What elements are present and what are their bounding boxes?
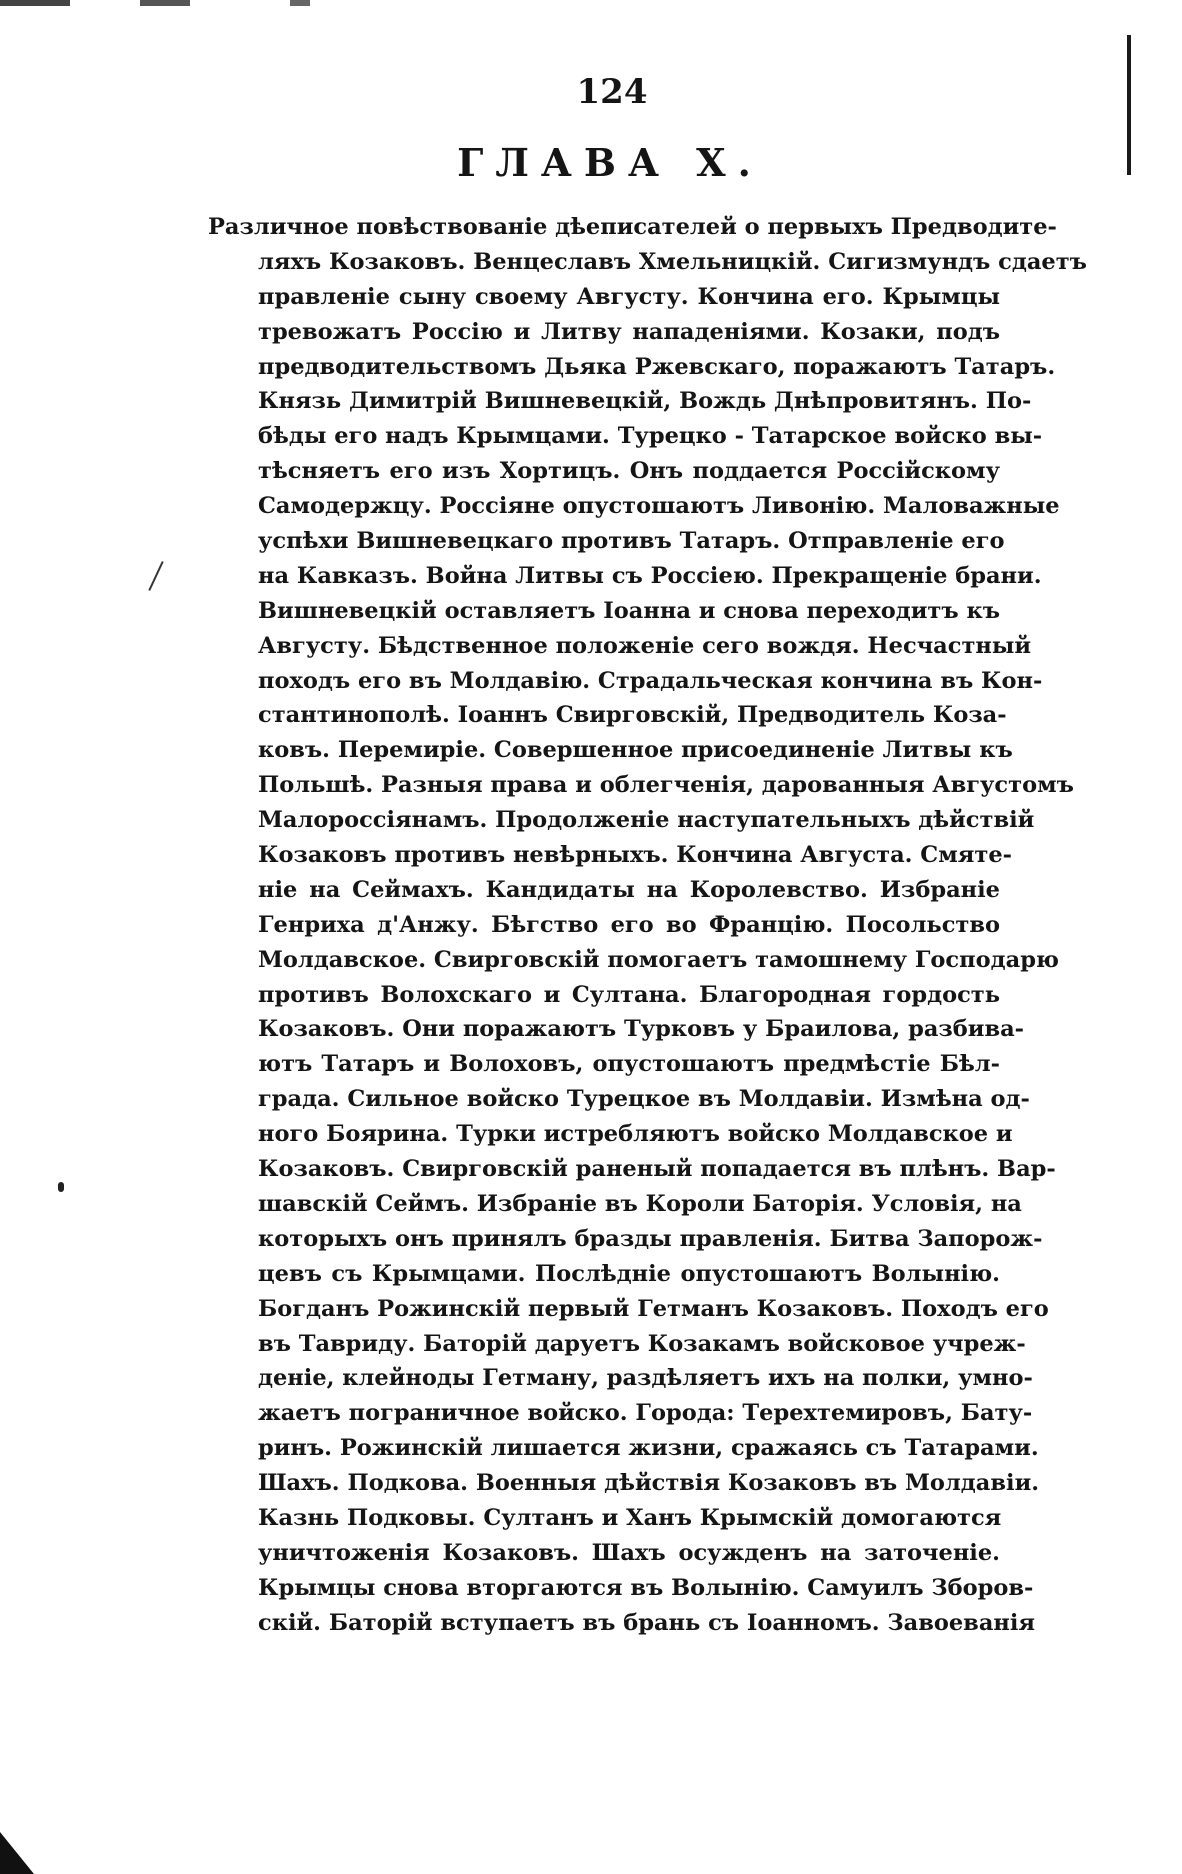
summary-line: Малороссіянамъ. Продолженіе наступательныхъ дѣйствій (258, 807, 1035, 834)
summary-line: Молдавское. Свирговскій помогаетъ тамошнему Господарю (258, 946, 1059, 973)
chapter-summary (208, 210, 1087, 1641)
summary-line: ляхъ Козаковъ. Венцеславъ Хмельницкій. Сигизмундъ сдаетъ (258, 248, 1087, 275)
scan-edge-mark (0, 0, 420, 6)
summary-line: деніе, клейноды Гетману, раздѣляетъ ихъ на полки, умно- (258, 1365, 1033, 1392)
margin-pencil-mark (148, 561, 163, 591)
summary-line: Шахъ. Подкова. Военныя дѣйствія Козаковъ въ Молдавіи. (258, 1470, 1040, 1497)
summary-line: стантинополѣ. Іоаннъ Свирговскій, Предводитель Коза- (258, 702, 1007, 729)
summary-line: Вишневецкій оставляетъ Іоанна и снова переходитъ къ (258, 597, 1000, 624)
summary-line: Богданъ Рожинскій первый Гетманъ Козаковъ. Походъ его (258, 1295, 1049, 1322)
summary-line: Генриха д'Анжу. Бѣгство его во Францію. Посольство (258, 911, 1000, 938)
summary-line: Козаковъ. Они поражаютъ Турковъ у Браилова, разбива- (258, 1016, 1024, 1043)
summary-line: жаетъ пограничное войско. Города: Терехтемировъ, Бату- (258, 1400, 1033, 1427)
summary-line: уничтоженія Козаковъ. Шахъ осужденъ на заточеніе. (258, 1539, 1000, 1566)
summary-line: Самодержцу. Россіяне опустошаютъ Ливонію. Маловажные (258, 493, 1060, 520)
summary-line: ного Боярина. Турки истребляютъ войско Молдавское и (258, 1121, 1013, 1148)
summary-line: Казнь Подковы. Султанъ и Ханъ Крымскій домогаются (258, 1504, 1002, 1531)
summary-line: Августу. Бѣдственное положеніе сего вождя. Несчастный (258, 632, 1032, 659)
summary-line: ковъ. Перемиріе. Совершенное присоединеніе Литвы къ (258, 737, 1013, 764)
summary-line: въ Тавриду. Баторій даруетъ Козакамъ войсковое учреж- (258, 1330, 1026, 1357)
page-number: 124 (576, 72, 648, 112)
summary-line: Различное повѣствованіе дѣеписателей о первыхъ Предводите- (208, 214, 1057, 240)
summary-line: шавскій Сеймъ. Избраніе въ Короли Баторія. Условія, на (258, 1190, 1022, 1217)
summary-line: правленіе сыну своему Августу. Кончина его. Крымцы (258, 283, 1000, 310)
summary-line: ютъ Татаръ и Волоховъ, опустошаютъ предмѣстіе Бѣл- (258, 1051, 1000, 1078)
chapter-title: ГЛАВА X. (457, 140, 763, 185)
scan-corner-mark (0, 1832, 34, 1874)
summary-line: успѣхи Вишневецкаго противъ Татаръ. Отправленіе его (258, 528, 1005, 555)
summary-line: Козаковъ. Свирговскій раненый попадается въ плѣнъ. Вар- (258, 1156, 1056, 1183)
margin-ink-dot (58, 1182, 64, 1192)
summary-line: на Кавказъ. Война Литвы съ Россіею. Прекращеніе брани. (258, 562, 1042, 589)
summary-line: Козаковъ противъ невѣрныхъ. Кончина Августа. Смяте- (258, 842, 1012, 869)
summary-line: бѣды его надъ Крымцами. Турецко - Татарское войско вы- (258, 423, 1043, 450)
summary-line: скій. Баторій вступаетъ въ брань съ Іоанномъ. Завоеванія (258, 1609, 1036, 1636)
summary-line: Крымцы снова вторгаются въ Волынію. Самуилъ Зборов- (258, 1574, 1034, 1601)
summary-line: Князь Димитрій Вишневецкій, Вождь Днѣпровитянъ. По- (258, 388, 1032, 415)
summary-line: града. Сильное войско Турецкое въ Молдавіи. Измѣна од- (258, 1086, 1030, 1113)
summary-line: цевъ съ Крымцами. Послѣдніе опустошаютъ Волынію. (258, 1260, 1000, 1287)
summary-line: тревожатъ Россію и Литву нападеніями. Козаки, подъ (258, 318, 1000, 345)
summary-line: противъ Волохскаго и Султана. Благородная гордость (258, 981, 1000, 1008)
summary-line: тѣсняетъ его изъ Хортицъ. Онъ поддается Россійскому (258, 458, 1000, 485)
summary-line: которыхъ онъ принялъ бразды правленія. Битва Запорож- (258, 1225, 1043, 1252)
summary-line: Польшѣ. Разныя права и облегченія, дарованныя Августомъ (258, 772, 1074, 799)
summary-line: предводительствомъ Дьяка Ржевскаго, поражаютъ Татаръ. (258, 353, 1056, 380)
summary-line: ніе на Сеймахъ. Кандидаты на Королевство. Избраніе (258, 876, 1000, 903)
summary-line: ринъ. Рожинскій лишается жизни, сражаясь съ Татарами. (258, 1435, 1039, 1462)
summary-line: походъ его въ Молдавію. Страдальческая кончина въ Кон- (258, 667, 1043, 694)
